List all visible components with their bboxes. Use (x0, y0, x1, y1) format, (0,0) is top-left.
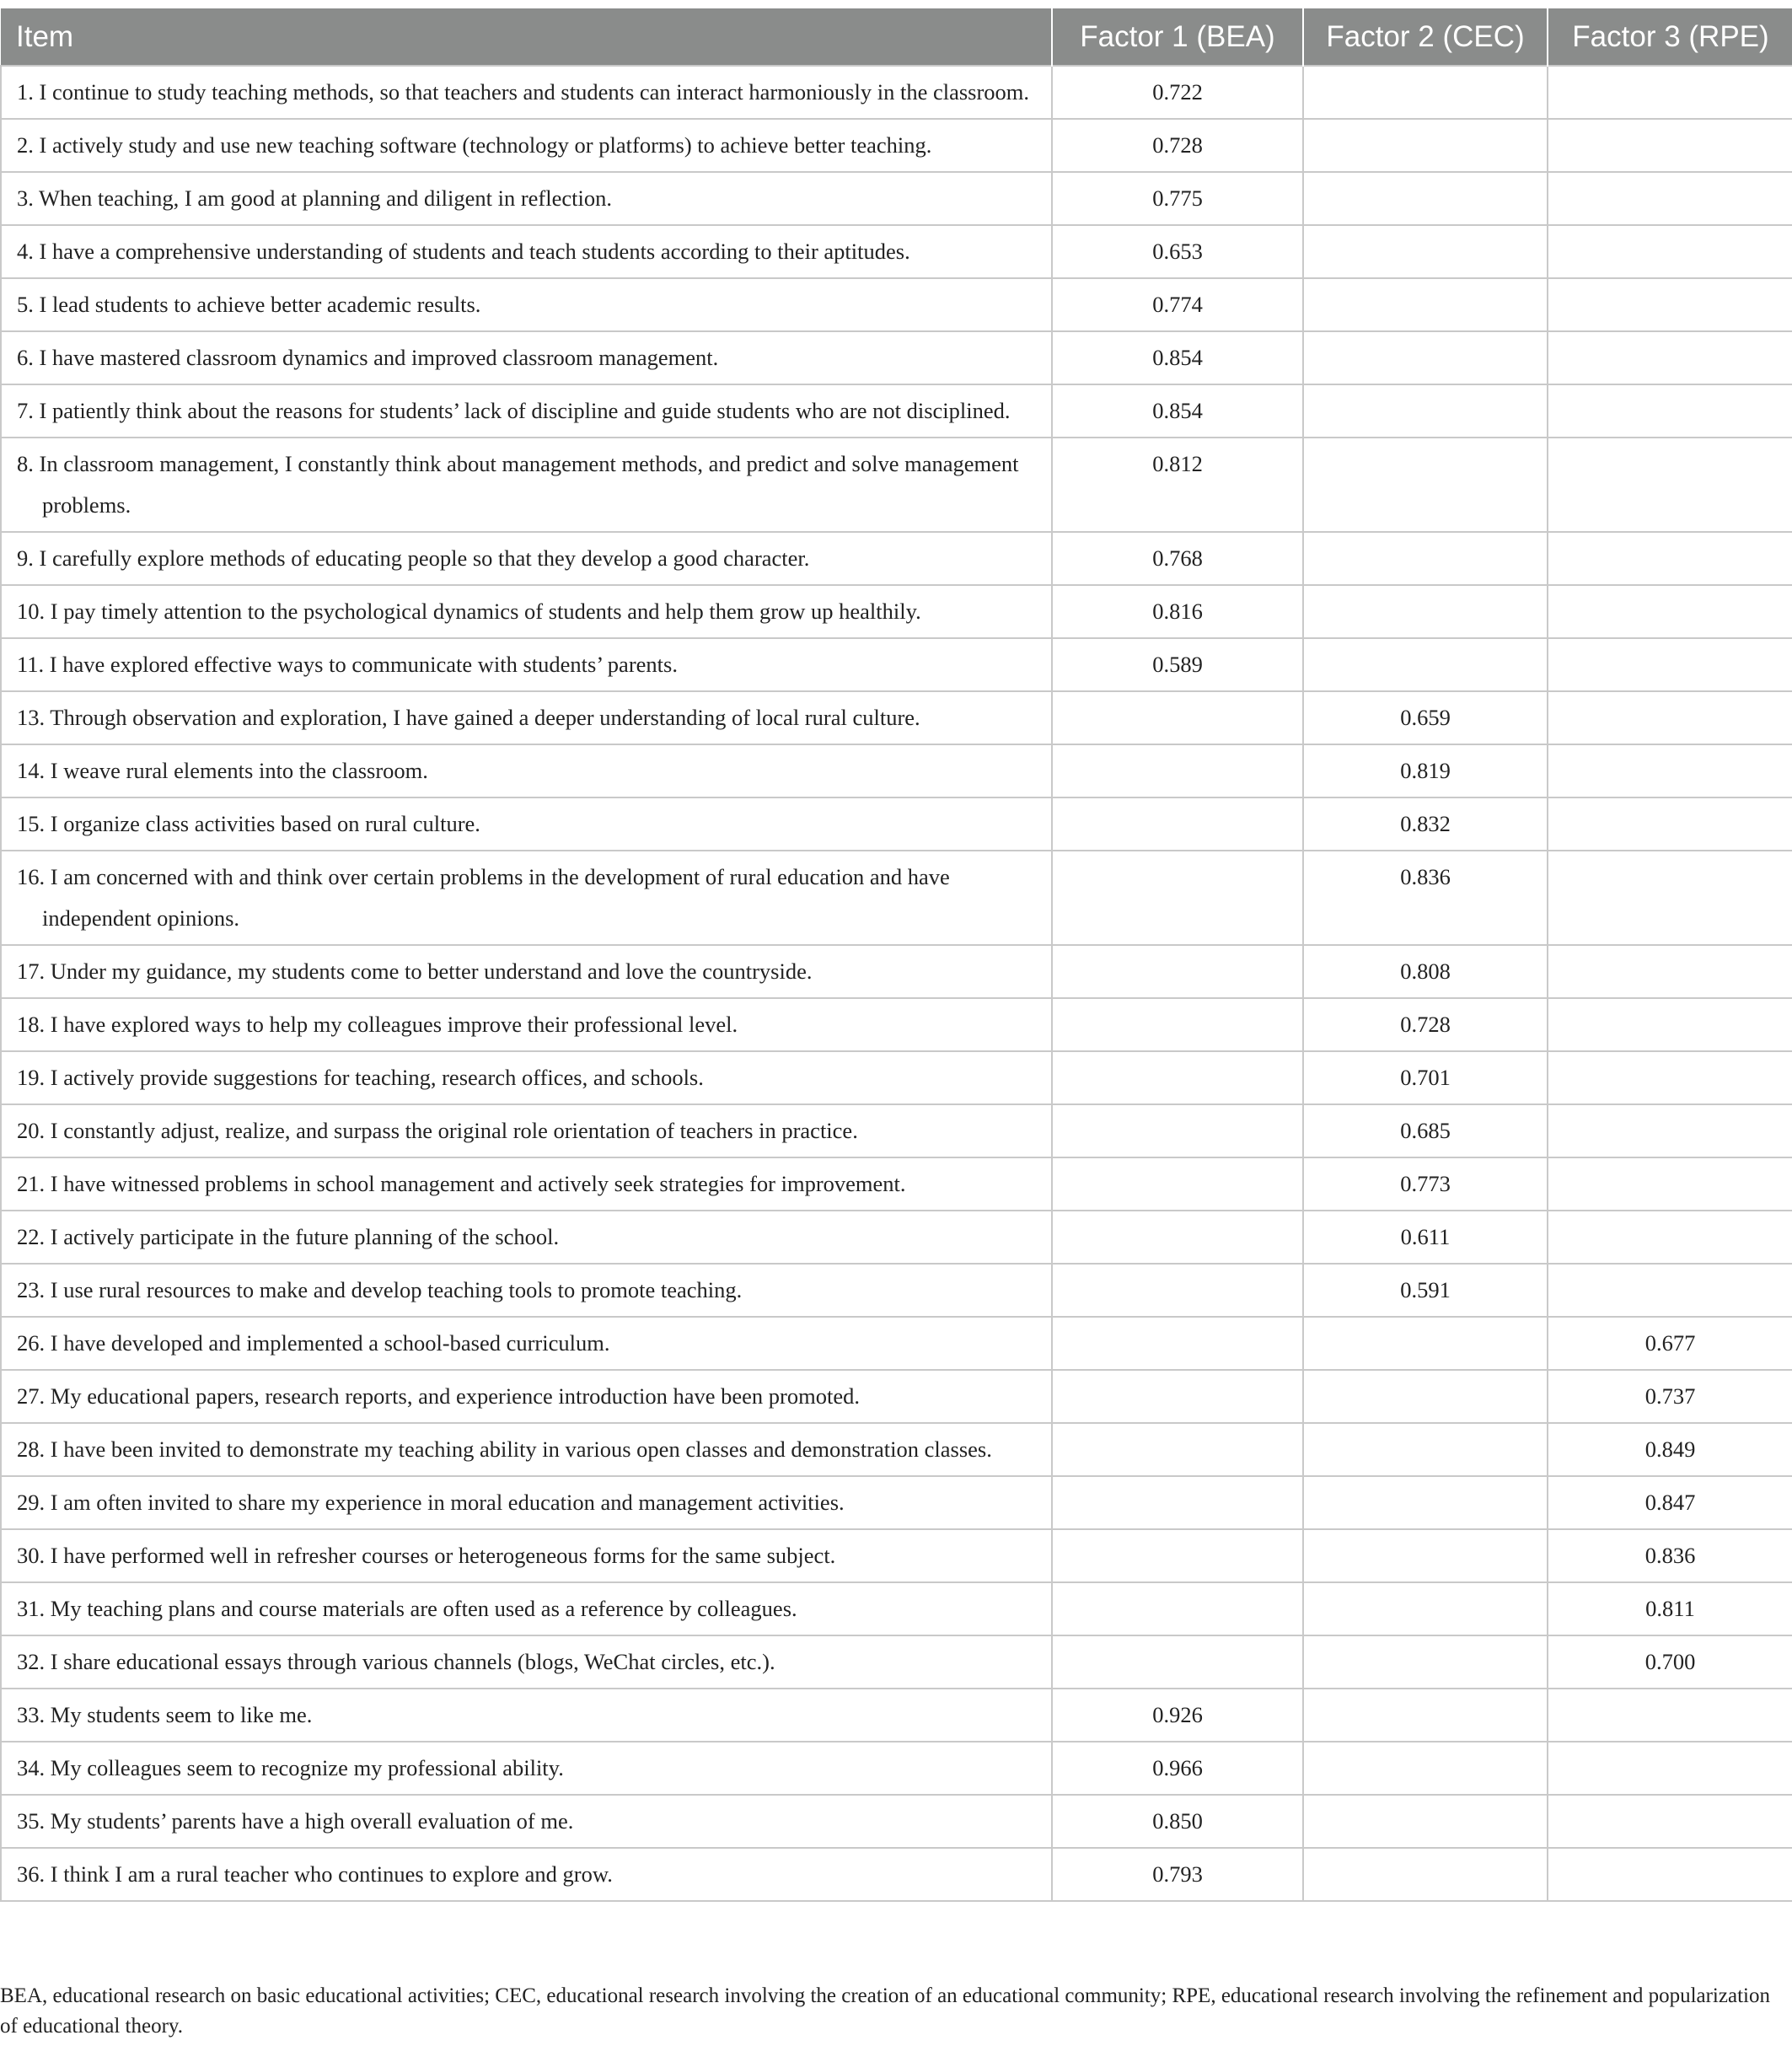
item-cell (1, 1529, 1052, 1582)
factor-2-loading (1303, 119, 1548, 172)
factor-1-loading: 0.816 (1052, 585, 1303, 638)
factor-2-loading: 0.836 (1303, 851, 1548, 945)
table-row (1, 1529, 1792, 1582)
item-cell (1, 851, 1052, 945)
item-text: 28. I have been invited to demonstrate my teaching ability in various open classes and demonstration classes. (17, 1436, 992, 1462)
factor-2-loading (1303, 532, 1548, 585)
factor-3-loading (1548, 438, 1792, 532)
table-row (1, 438, 1792, 532)
factor-1-loading: 0.768 (1052, 532, 1303, 585)
factor-2-loading: 0.611 (1303, 1211, 1548, 1264)
item-text: 10. I pay timely attention to the psychological dynamics of students and help them grow up healthily. (17, 599, 921, 624)
item-cell (1, 585, 1052, 638)
item-text: 33. My students seem to like me. (17, 1702, 313, 1727)
table-row (1, 1317, 1792, 1370)
factor-1-loading: 0.774 (1052, 278, 1303, 331)
item-text: 9. I carefully explore methods of educating people so that they develop a good character. (17, 545, 810, 571)
item-text: 5. I lead students to achieve better academic results. (17, 292, 481, 317)
table-row (1, 998, 1792, 1051)
factor-1-loading (1052, 1476, 1303, 1529)
header-item: Item (1, 8, 1052, 66)
factor-1-loading: 0.854 (1052, 384, 1303, 438)
item-cell (1, 744, 1052, 797)
item-cell (1, 172, 1052, 225)
item-text: 11. I have explored effective ways to communicate with students’ parents. (17, 652, 678, 677)
table-row (1, 119, 1792, 172)
item-text: 35. My students’ parents have a high overall evaluation of me. (17, 1808, 574, 1834)
factor-2-loading: 0.819 (1303, 744, 1548, 797)
table-row (1, 1848, 1792, 1901)
table-row (1, 1476, 1792, 1529)
factor-1-loading: 0.966 (1052, 1742, 1303, 1795)
table-row (1, 225, 1792, 278)
factor-1-loading: 0.589 (1052, 638, 1303, 691)
factor-3-loading (1548, 1264, 1792, 1317)
table-row (1, 1742, 1792, 1795)
factor-1-loading (1052, 945, 1303, 998)
item-text: 32. I share educational essays through various channels (blogs, WeChat circles, etc.). (17, 1649, 775, 1674)
item-text: 3. When teaching, I am good at planning and diligent in reflection. (17, 185, 612, 211)
item-text: 6. I have mastered classroom dynamics and improved classroom management. (17, 345, 719, 370)
factor-1-loading: 0.812 (1052, 438, 1303, 532)
factor-1-loading: 0.854 (1052, 331, 1303, 384)
factor-3-loading (1548, 1742, 1792, 1795)
factor-2-loading (1303, 438, 1548, 532)
factor-2-loading: 0.773 (1303, 1157, 1548, 1211)
header-factor-3: Factor 3 (RPE) (1548, 8, 1792, 66)
factor-1-loading: 0.653 (1052, 225, 1303, 278)
factor-3-loading (1548, 278, 1792, 331)
table-row (1, 691, 1792, 744)
factor-3-loading (1548, 119, 1792, 172)
item-text: 30. I have performed well in refresher courses or heterogeneous forms for the same subject. (17, 1543, 836, 1568)
table-row (1, 331, 1792, 384)
item-text: 15. I organize class activities based on rural culture. (17, 811, 480, 836)
factor-3-loading: 0.849 (1548, 1423, 1792, 1476)
header-factor-2: Factor 2 (CEC) (1303, 8, 1548, 66)
factor-3-loading: 0.811 (1548, 1582, 1792, 1635)
factor-3-loading: 0.836 (1548, 1529, 1792, 1582)
table-row (1, 278, 1792, 331)
factor-3-loading (1548, 1051, 1792, 1104)
item-text: 16. I am concerned with and think over certain problems in the development of rural education and have independent opinions. (17, 864, 950, 931)
factor-1-loading (1052, 1051, 1303, 1104)
factor-3-loading (1548, 691, 1792, 744)
item-text: 18. I have explored ways to help my colleagues improve their professional level. (17, 1012, 738, 1037)
item-cell (1, 638, 1052, 691)
item-cell (1, 1051, 1052, 1104)
item-cell (1, 66, 1052, 119)
item-cell (1, 278, 1052, 331)
factor-2-loading (1303, 1582, 1548, 1635)
factor-1-loading: 0.926 (1052, 1689, 1303, 1742)
table-row (1, 532, 1792, 585)
table-row (1, 1104, 1792, 1157)
factor-1-loading: 0.728 (1052, 119, 1303, 172)
table-row (1, 1211, 1792, 1264)
factor-2-loading (1303, 172, 1548, 225)
factor-3-loading (1548, 225, 1792, 278)
factor-3-loading (1548, 638, 1792, 691)
factor-3-loading: 0.677 (1548, 1317, 1792, 1370)
item-text: 22. I actively participate in the future planning of the school. (17, 1224, 560, 1249)
item-cell (1, 1742, 1052, 1795)
table-row (1, 384, 1792, 438)
factor-1-loading (1052, 744, 1303, 797)
factor-2-loading (1303, 1689, 1548, 1742)
factor-2-loading (1303, 225, 1548, 278)
factor-3-loading (1548, 585, 1792, 638)
item-cell (1, 1370, 1052, 1423)
item-cell (1, 1635, 1052, 1689)
factor-1-loading (1052, 1264, 1303, 1317)
factor-1-loading (1052, 998, 1303, 1051)
factor-1-loading: 0.793 (1052, 1848, 1303, 1901)
factor-2-loading: 0.832 (1303, 797, 1548, 851)
factor-2-loading (1303, 1848, 1548, 1901)
factor-2-loading: 0.728 (1303, 998, 1548, 1051)
item-text: 8. In classroom management, I constantly think about management methods, and predict and solve management problems. (17, 451, 1019, 518)
item-text: 7. I patiently think about the reasons for students’ lack of discipline and guide students who are not disciplined. (17, 398, 1011, 423)
factor-1-loading (1052, 1157, 1303, 1211)
table-row (1, 585, 1792, 638)
item-cell (1, 532, 1052, 585)
item-cell (1, 384, 1052, 438)
factor-3-loading (1548, 1211, 1792, 1264)
item-cell (1, 797, 1052, 851)
table-row (1, 638, 1792, 691)
table-row (1, 1582, 1792, 1635)
item-cell (1, 1689, 1052, 1742)
factor-3-loading (1548, 945, 1792, 998)
factor-3-loading: 0.847 (1548, 1476, 1792, 1529)
item-cell (1, 119, 1052, 172)
item-text: 21. I have witnessed problems in school management and actively seek strategies for improvement. (17, 1171, 906, 1196)
factor-3-loading (1548, 744, 1792, 797)
item-text: 17. Under my guidance, my students come to better understand and love the countryside. (17, 959, 813, 984)
item-text: 36. I think I am a rural teacher who continues to explore and grow. (17, 1861, 613, 1887)
item-cell (1, 438, 1052, 532)
factor-2-loading: 0.591 (1303, 1264, 1548, 1317)
factor-1-loading: 0.850 (1052, 1795, 1303, 1848)
factor-1-loading (1052, 1370, 1303, 1423)
table-row (1, 1423, 1792, 1476)
factor-2-loading (1303, 638, 1548, 691)
item-text: 14. I weave rural elements into the classroom. (17, 758, 428, 783)
factor-2-loading (1303, 1423, 1548, 1476)
item-cell (1, 1104, 1052, 1157)
factor-2-loading: 0.701 (1303, 1051, 1548, 1104)
factor-3-loading (1548, 1848, 1792, 1901)
factor-1-loading (1052, 1635, 1303, 1689)
item-cell (1, 1848, 1052, 1901)
table-body (1, 66, 1792, 1901)
factor-2-loading (1303, 1317, 1548, 1370)
item-text: 20. I constantly adjust, realize, and surpass the original role orientation of teachers in practice. (17, 1118, 858, 1143)
item-cell (1, 1795, 1052, 1848)
item-text: 34. My colleagues seem to recognize my professional ability. (17, 1755, 564, 1780)
factor-1-loading (1052, 1582, 1303, 1635)
factor-2-loading: 0.659 (1303, 691, 1548, 744)
item-cell (1, 1476, 1052, 1529)
factor-2-loading (1303, 1795, 1548, 1848)
factor-2-loading (1303, 278, 1548, 331)
factor-3-loading (1548, 66, 1792, 119)
factor-3-loading (1548, 797, 1792, 851)
item-text: 23. I use rural resources to make and develop teaching tools to promote teaching. (17, 1277, 743, 1302)
item-cell (1, 945, 1052, 998)
item-text: 13. Through observation and exploration, I have gained a deeper understanding of local rural culture. (17, 705, 920, 730)
item-cell (1, 225, 1052, 278)
factor-3-loading (1548, 998, 1792, 1051)
factor-2-loading: 0.685 (1303, 1104, 1548, 1157)
item-text: 31. My teaching plans and course materials are often used as a reference by colleagues. (17, 1596, 797, 1621)
factor-1-loading (1052, 1104, 1303, 1157)
item-cell (1, 998, 1052, 1051)
factor-3-loading (1548, 532, 1792, 585)
item-cell (1, 331, 1052, 384)
factor-1-loading: 0.722 (1052, 66, 1303, 119)
table-row (1, 945, 1792, 998)
table-footnote: BEA, educational research on basic educational activities; CEC, educational research involving the creation of an educational community; RPE, educational research involving the refinement and popularization of educational theory. (0, 1984, 1770, 2038)
item-text: 27. My educational papers, research reports, and experience introduction have been promoted. (17, 1383, 860, 1409)
item-cell (1, 1317, 1052, 1370)
factor-2-loading (1303, 1476, 1548, 1529)
item-cell (1, 1582, 1052, 1635)
factor-2-loading (1303, 1742, 1548, 1795)
factor-3-loading (1548, 331, 1792, 384)
factor-3-loading: 0.700 (1548, 1635, 1792, 1689)
factor-3-loading (1548, 172, 1792, 225)
item-text: 4. I have a comprehensive understanding of students and teach students according to their aptitudes. (17, 239, 910, 264)
factor-2-loading (1303, 585, 1548, 638)
table-row (1, 1157, 1792, 1211)
factor-1-loading (1052, 1317, 1303, 1370)
table-row (1, 66, 1792, 119)
table-row (1, 172, 1792, 225)
factor-1-loading (1052, 797, 1303, 851)
factor-2-loading (1303, 1370, 1548, 1423)
factor-loadings-table (0, 7, 1792, 1902)
factor-3-loading (1548, 384, 1792, 438)
table-row (1, 744, 1792, 797)
item-cell (1, 1423, 1052, 1476)
item-text: 26. I have developed and implemented a school-based curriculum. (17, 1330, 610, 1356)
factor-3-loading (1548, 1795, 1792, 1848)
item-text: 2. I actively study and use new teaching software (technology or platforms) to achieve better teaching. (17, 132, 932, 158)
factor-3-loading (1548, 1104, 1792, 1157)
factor-1-loading: 0.775 (1052, 172, 1303, 225)
factor-3-loading: 0.737 (1548, 1370, 1792, 1423)
item-text: 29. I am often invited to share my experience in moral education and management activities. (17, 1490, 845, 1515)
factor-2-loading: 0.808 (1303, 945, 1548, 998)
factor-2-loading (1303, 331, 1548, 384)
factor-1-loading (1052, 691, 1303, 744)
factor-1-loading (1052, 1211, 1303, 1264)
factor-2-loading (1303, 384, 1548, 438)
item-cell (1, 1211, 1052, 1264)
table-row (1, 1370, 1792, 1423)
header-row (1, 8, 1792, 66)
table-row (1, 1264, 1792, 1317)
item-text: 19. I actively provide suggestions for teaching, research offices, and schools. (17, 1065, 704, 1090)
item-text: 1. I continue to study teaching methods, so that teachers and students can interact harmoniously in the classroom. (17, 79, 1030, 105)
table-row (1, 1795, 1792, 1848)
factor-3-loading (1548, 1689, 1792, 1742)
item-cell (1, 1157, 1052, 1211)
table-row (1, 1635, 1792, 1689)
item-cell (1, 691, 1052, 744)
header-factor-1: Factor 1 (BEA) (1052, 8, 1303, 66)
item-cell (1, 1264, 1052, 1317)
factor-1-loading (1052, 1529, 1303, 1582)
table-row (1, 1689, 1792, 1742)
factor-2-loading (1303, 1529, 1548, 1582)
factor-2-loading (1303, 1635, 1548, 1689)
factor-3-loading (1548, 851, 1792, 945)
factor-3-loading (1548, 1157, 1792, 1211)
factor-1-loading (1052, 1423, 1303, 1476)
factor-2-loading (1303, 66, 1548, 119)
table-row (1, 851, 1792, 945)
table-row (1, 797, 1792, 851)
table-row (1, 1051, 1792, 1104)
factor-1-loading (1052, 851, 1303, 945)
